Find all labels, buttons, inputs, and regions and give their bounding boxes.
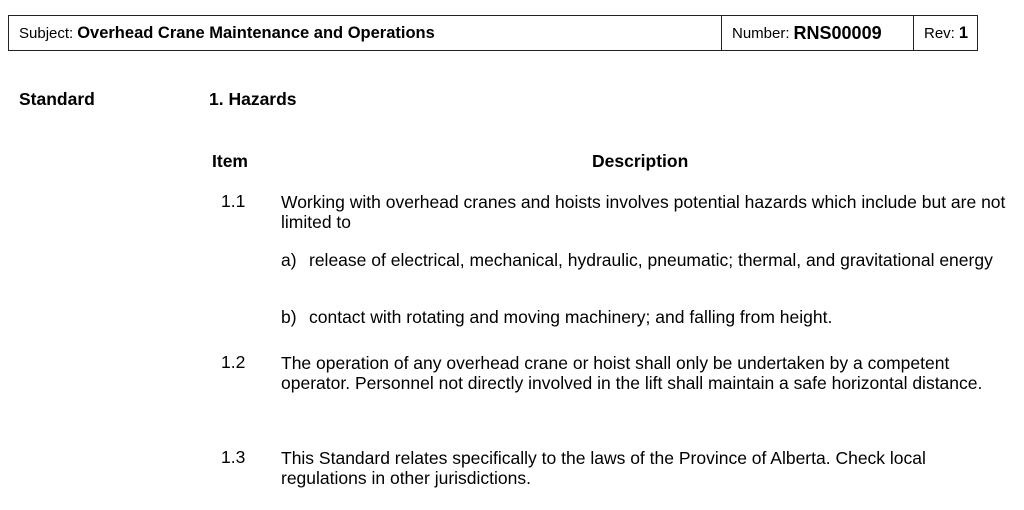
subject-label: Subject: — [19, 24, 74, 42]
item-description: The operation of any overhead crane or hoist shall only be undertaken by a competent operator. Personnel not directly involved in the lift shall maintain a safe horizontal distance. — [281, 353, 983, 393]
subitem-marker: b) — [281, 307, 297, 327]
rev-label: Rev: — [924, 24, 955, 42]
subject-cell — [9, 16, 722, 50]
subitem-text: release of electrical, mechanical, hydraulic, pneumatic; thermal, and gravitational energy — [309, 250, 993, 270]
number-cell — [722, 16, 914, 50]
item-description: Working with overhead cranes and hoists involves potential hazards which include but are not limited to — [281, 192, 1006, 232]
subitem-text: contact with rotating and moving machinery; and falling from height. — [309, 307, 833, 327]
item-description: This Standard relates specifically to the laws of the Province of Alberta. Check local regulations in other jurisdictions. — [281, 448, 926, 488]
rev-cell — [914, 16, 977, 50]
section-title: 1. Hazards — [209, 89, 297, 109]
column-header-item: Item — [212, 151, 248, 171]
number-value: RNS00009 — [793, 22, 882, 43]
subject-value: Overhead Crane Maintenance and Operations — [77, 23, 435, 42]
item-number: 1.1 — [221, 191, 246, 211]
number-label: Number: — [732, 24, 790, 42]
item-number: 1.2 — [221, 352, 246, 372]
section-label: Standard — [19, 89, 95, 109]
rev-value: 1 — [958, 23, 969, 42]
subitem-marker: a) — [281, 250, 297, 270]
item-number: 1.3 — [221, 447, 246, 467]
document-header — [8, 15, 978, 51]
column-header-description: Description — [592, 151, 689, 171]
